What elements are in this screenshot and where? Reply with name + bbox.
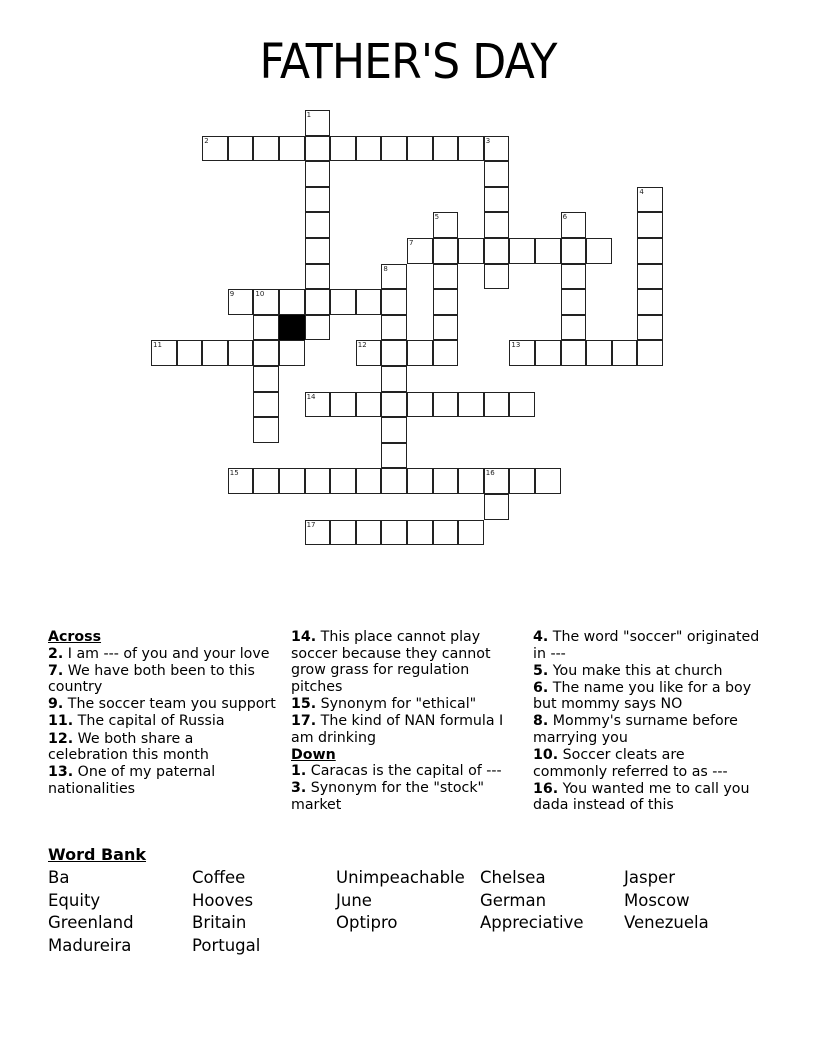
grid-cell[interactable]: [381, 392, 407, 418]
grid-cell[interactable]: [381, 520, 407, 546]
grid-cell[interactable]: [433, 392, 459, 418]
grid-cell[interactable]: [484, 264, 510, 290]
grid-cell[interactable]: [433, 315, 459, 341]
grid-cell[interactable]: [177, 340, 203, 366]
word-bank-item: Hooves: [192, 890, 254, 910]
clue-down-3: 3. Synonym for the "stock" market: [291, 780, 485, 813]
word-bank-item: Moscow: [624, 890, 690, 910]
grid-cell[interactable]: [253, 289, 279, 315]
word-bank-item: Equity: [48, 890, 101, 910]
clue-number: 13: [511, 341, 521, 350]
grid-cell[interactable]: [433, 520, 459, 546]
clue-number: 10: [255, 290, 265, 299]
grid-cell[interactable]: [509, 340, 535, 366]
grid-cell[interactable]: [202, 136, 228, 162]
clue-across-2: 2. I am --- of you and your love: [48, 645, 270, 662]
word-bank-item: Unimpeachable: [336, 868, 465, 887]
grid-cell[interactable]: [279, 340, 305, 366]
grid-cell[interactable]: [228, 136, 254, 162]
grid-cell[interactable]: [637, 340, 663, 366]
clue-down-16: 16. You wanted me to call you dada instead of this: [533, 780, 750, 814]
grid-cell[interactable]: [202, 340, 228, 366]
grid-cell[interactable]: [509, 238, 535, 264]
across-heading: Across: [48, 629, 102, 645]
clue-across-9: 9. The soccer team you support: [48, 696, 276, 713]
grid-cell[interactable]: [253, 417, 279, 443]
grid-cell[interactable]: [458, 520, 484, 546]
grid-cell[interactable]: [484, 187, 510, 213]
word-bank-item: Chelsea: [480, 868, 546, 887]
clue-number: 6: [562, 213, 568, 222]
grid-cell[interactable]: [637, 264, 663, 290]
grid-cell[interactable]: [253, 340, 279, 366]
clue-number: 5: [434, 213, 440, 222]
grid-cell[interactable]: [535, 468, 561, 494]
grid-cell[interactable]: [381, 340, 407, 366]
grid-cell[interactable]: [561, 315, 587, 341]
grid-cell[interactable]: [330, 136, 356, 162]
clue-down-10: 10. Soccer cleats are commonly referred to as ---: [533, 747, 728, 780]
grid-cell[interactable]: [381, 366, 407, 392]
grid-cell[interactable]: [279, 136, 305, 162]
grid-cell[interactable]: [356, 340, 382, 366]
grid-cell[interactable]: [253, 366, 279, 392]
grid-cell[interactable]: [305, 161, 331, 187]
grid-cell[interactable]: [305, 315, 331, 341]
clue-across-12: 12. We both share a celebration this month: [48, 730, 209, 764]
clue-across-7: 7. We have both been to this country: [48, 662, 255, 696]
grid-cell[interactable]: [509, 392, 535, 418]
grid-cell[interactable]: [305, 468, 331, 494]
grid-cell[interactable]: [407, 136, 433, 162]
clue-down-5: 5. You make this at church: [533, 662, 723, 679]
word-bank-heading: Word Bank: [48, 845, 147, 864]
clue-down-1: 1. Caracas is the capital of ---: [291, 763, 502, 780]
grid-cell[interactable]: [637, 212, 663, 238]
grid-cell[interactable]: [561, 264, 587, 290]
grid-cell[interactable]: [305, 136, 331, 162]
grid-cell[interactable]: [433, 340, 459, 366]
clue-down-8: 8. Mommy's surname before marrying you: [533, 713, 738, 747]
grid-cell[interactable]: [407, 468, 433, 494]
grid-cell[interactable]: [484, 212, 510, 238]
grid-cell[interactable]: [381, 264, 407, 290]
grid-cell[interactable]: [509, 468, 535, 494]
grid-cell[interactable]: [381, 289, 407, 315]
word-bank-item: Portugal: [192, 935, 261, 955]
grid-cell[interactable]: [305, 264, 331, 290]
grid-cell[interactable]: [305, 520, 331, 546]
grid-cell[interactable]: [637, 238, 663, 264]
clue-number: 12: [357, 341, 367, 350]
grid-cell[interactable]: [356, 392, 382, 418]
clue-down-6: 6. The name you like for a boy but mommy says NO: [533, 679, 752, 713]
word-bank-item: Appreciative: [480, 913, 584, 932]
down-heading: Down: [291, 746, 336, 763]
grid-cell[interactable]: [381, 468, 407, 494]
clue-number: 4: [639, 187, 644, 196]
grid-cell[interactable]: [484, 468, 510, 494]
grid-cell[interactable]: [407, 392, 433, 418]
grid-cell[interactable]: [330, 392, 356, 418]
grid-cell[interactable]: [356, 468, 382, 494]
grid-cell[interactable]: [458, 468, 484, 494]
word-bank-item: Madureira: [48, 935, 132, 955]
grid-cell[interactable]: [407, 520, 433, 546]
grid-cell[interactable]: [228, 468, 254, 494]
grid-cell[interactable]: [356, 289, 382, 315]
grid-cell[interactable]: [433, 136, 459, 162]
grid-cell[interactable]: [356, 136, 382, 162]
clues-column-1: [48, 629, 276, 798]
clue-number: 1: [306, 111, 312, 119]
clue-number: 14: [306, 392, 316, 401]
grid-cell[interactable]: [433, 264, 459, 290]
clue-down-4: 4. The word "soccer" originated in ---: [533, 629, 760, 662]
grid-cell[interactable]: [484, 494, 510, 520]
clue-number: 3: [485, 136, 491, 145]
grid-cell[interactable]: [433, 212, 459, 238]
grid-cell[interactable]: [305, 212, 331, 238]
grid-cell[interactable]: [228, 340, 254, 366]
grid-cell[interactable]: [253, 315, 279, 341]
grid-cell[interactable]: [637, 315, 663, 341]
word-bank-item: Optipro: [336, 913, 398, 932]
grid-cell[interactable]: [356, 520, 382, 546]
grid-cell[interactable]: [535, 340, 561, 366]
grid-cell[interactable]: [561, 340, 587, 366]
clue-number: 9: [229, 290, 235, 299]
grid-cell[interactable]: [228, 289, 254, 315]
grid-cell[interactable]: [433, 238, 459, 264]
grid-cell[interactable]: [407, 340, 433, 366]
clue-number: 17: [306, 520, 316, 529]
grid-cell[interactable]: [586, 340, 612, 366]
clue-across-13: 13. One of my paternal nationalities: [48, 764, 216, 797]
clue-number: 7: [409, 239, 414, 247]
grid-cell[interactable]: [330, 520, 356, 546]
grid-cell[interactable]: [458, 238, 484, 264]
grid-cell[interactable]: [484, 136, 510, 162]
grid-cell[interactable]: [458, 392, 484, 418]
grid-cell[interactable]: [305, 289, 331, 315]
grid-cell[interactable]: [637, 289, 663, 315]
grid-cell[interactable]: [151, 340, 177, 366]
grid-cell[interactable]: [637, 187, 663, 213]
clue-number: 8: [383, 264, 388, 273]
clue-number: 2: [204, 136, 209, 145]
grid-cell[interactable]: [253, 136, 279, 162]
grid-cell[interactable]: [433, 468, 459, 494]
grid-cell[interactable]: [305, 187, 331, 213]
clue-across-15: 15. Synonym for "ethical": [291, 695, 477, 712]
word-bank-item: Ba: [48, 868, 70, 887]
word-bank-item: German: [480, 890, 547, 910]
grid-block-cell: [279, 315, 305, 341]
grid-cell[interactable]: [381, 315, 407, 341]
clue-across-14: 14. This place cannot play soccer because they cannot grow grass for regulation pitches: [291, 629, 491, 695]
grid-cell[interactable]: [253, 468, 279, 494]
grid-cell[interactable]: [253, 392, 279, 418]
clue-number: 15: [229, 469, 239, 478]
grid-cell[interactable]: [561, 238, 587, 264]
word-bank-item: Greenland: [48, 913, 134, 932]
grid-cell[interactable]: [433, 289, 459, 315]
word-bank-item: Venezuela: [624, 913, 709, 932]
word-bank-item: Jasper: [624, 868, 675, 887]
grid-cell[interactable]: [381, 417, 407, 443]
grid-cell[interactable]: [484, 161, 510, 187]
grid-cell[interactable]: [305, 110, 331, 136]
clues-column-3: [533, 629, 761, 815]
grid-cell[interactable]: [484, 238, 510, 264]
clue-number: 11: [153, 341, 162, 350]
clues-column-2: [291, 629, 519, 814]
grid-cell[interactable]: [484, 392, 510, 418]
grid-cell[interactable]: [305, 238, 331, 264]
grid-cell[interactable]: [561, 289, 587, 315]
word-bank-item: Coffee: [192, 868, 246, 887]
grid-cell[interactable]: [381, 443, 407, 469]
grid-cell[interactable]: [381, 136, 407, 162]
puzzle-title: FATHER'S DAY: [259, 34, 557, 90]
clue-across-11: 11. The capital of Russia: [48, 713, 225, 730]
clue-across-17: 17. The kind of NAN formula I am drinking: [291, 712, 504, 746]
clue-number: 16: [485, 469, 495, 478]
grid-cell[interactable]: [330, 468, 356, 494]
grid-cell[interactable]: [458, 136, 484, 162]
grid-cell[interactable]: [305, 392, 331, 418]
grid-cell[interactable]: [586, 238, 612, 264]
grid-cell[interactable]: [279, 289, 305, 315]
grid-cell[interactable]: [612, 340, 638, 366]
grid-cell[interactable]: [330, 289, 356, 315]
grid-cell[interactable]: [561, 212, 587, 238]
grid-cell[interactable]: [535, 238, 561, 264]
word-bank-item: Britain: [192, 913, 247, 932]
grid-cell[interactable]: [407, 238, 433, 264]
word-bank-item: June: [336, 890, 372, 910]
grid-cell[interactable]: [279, 468, 305, 494]
